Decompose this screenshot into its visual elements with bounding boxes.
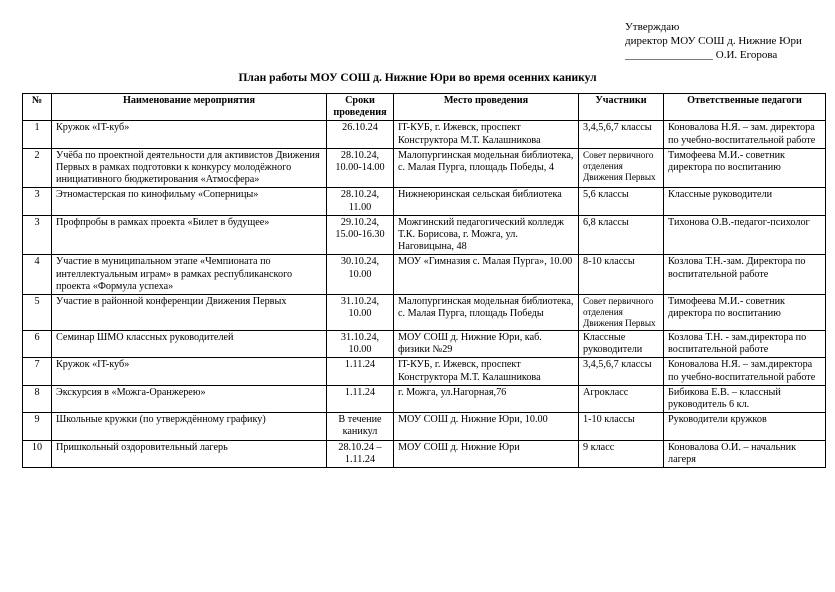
row-num: 3: [23, 215, 52, 255]
table-row: [23, 331, 826, 358]
row-place: IT-КУБ, г. Ижевск, проспект Конструктора М.Т. Калашникова: [394, 358, 579, 385]
table-row: [23, 385, 826, 412]
table-row: [23, 295, 826, 331]
header-responsible: Ответственные педагоги: [664, 94, 826, 121]
row-responsible: Классные руководители: [664, 188, 826, 215]
row-participants: 1-10 классы: [579, 413, 664, 440]
approval-line-signature: ________________ О.И. Егорова: [625, 49, 778, 61]
table-row: [23, 121, 826, 148]
row-responsible: Коновалова Н.Я. – зам.директора по учебно-воспитательной работе: [664, 358, 826, 385]
row-event: Школьные кружки (по утверждённому графику): [52, 413, 327, 440]
row-date: 29.10.24, 15.00-16.30: [327, 215, 394, 255]
row-place: IT-КУБ, г. Ижевск, проспект Конструктора М.Т. Калашникова: [394, 121, 579, 148]
row-place: Нижнеюринская сельская библиотека: [394, 188, 579, 215]
row-date: В течение каникул: [327, 413, 394, 440]
row-responsible: Руководители кружков: [664, 413, 826, 440]
row-num: 8: [23, 385, 52, 412]
header-num: №: [23, 94, 52, 121]
row-participants: Классные руководители: [579, 331, 664, 358]
row-participants: 3,4,5,6,7 классы: [579, 121, 664, 148]
row-participants: 8-10 классы: [579, 255, 664, 295]
approval-block: [625, 20, 802, 62]
row-num: 1: [23, 121, 52, 148]
row-num: 5: [23, 295, 52, 331]
row-num: 3: [23, 188, 52, 215]
row-participants: Агрокласс: [579, 385, 664, 412]
row-place: МОУ СОШ д. Нижние Юри, 10.00: [394, 413, 579, 440]
row-date: 28.10.24 – 1.11.24: [327, 440, 394, 467]
row-event: Пришкольный оздоровительный лагерь: [52, 440, 327, 467]
row-participants: 6,8 классы: [579, 215, 664, 255]
row-date: 1.11.24: [327, 385, 394, 412]
row-event: Экскурсия в «Можга-Оранжерею»: [52, 385, 327, 412]
table-row: [23, 188, 826, 215]
row-event: Профпробы в рамках проекта «Билет в будущее»: [52, 215, 327, 255]
table-row: [23, 255, 826, 295]
page-title: План работы МОУ СОШ д. Нижние Юри во время осенних каникул: [238, 72, 597, 84]
row-place: МОУ «Гимназия с. Малая Пурга», 10.00: [394, 255, 579, 295]
table-row: [23, 215, 826, 255]
table-header-row: [23, 94, 826, 121]
row-event: Кружок «IT-куб»: [52, 358, 327, 385]
table-row: [23, 413, 826, 440]
row-responsible: Бибикова Е.В. – классный руководитель 6 кл.: [664, 385, 826, 412]
row-participants: 3,4,5,6,7 классы: [579, 358, 664, 385]
row-event: Участие в районной конференции Движения Первых: [52, 295, 327, 331]
row-responsible: Козлова Т.Н.-зам. Директора по воспитательной работе: [664, 255, 826, 295]
row-responsible: Коновалова О.И. – начальник лагеря: [664, 440, 826, 467]
plan-table: [22, 93, 826, 468]
row-event: Кружок «IT-куб»: [52, 121, 327, 148]
row-place: Можгинский педагогический колледж Т.К. Борисова, г. Можга, ул. Наговицына, 48: [394, 215, 579, 255]
row-place: Малопургинская модельная библиотека, с. Малая Пурга, площадь Победы, 4: [394, 148, 579, 188]
row-event: Учёба по проектной деятельности для активистов Движения Первых в рамках подготовки к конкурсу молодёжного инициативного бюджетирования «Атмосфера»: [52, 148, 327, 188]
row-place: Малопургинская модельная библиотека, с. Малая Пурга, площадь Победы: [394, 295, 579, 331]
row-date: 30.10.24, 10.00: [327, 255, 394, 295]
row-responsible: Тихонова О.В.-педагог-психолог: [664, 215, 826, 255]
row-num: 6: [23, 331, 52, 358]
row-participants: 5,6 классы: [579, 188, 664, 215]
header-date: Сроки проведения: [327, 94, 394, 121]
table-row: [23, 358, 826, 385]
row-num: 2: [23, 148, 52, 188]
header-event: Наименование мероприятия: [52, 94, 327, 121]
row-place: МОУ СОШ д. Нижние Юри: [394, 440, 579, 467]
row-date: 31.10.24, 10.00: [327, 331, 394, 358]
approval-line-director: директор МОУ СОШ д. Нижние Юри: [625, 35, 802, 47]
row-date: 1.11.24: [327, 358, 394, 385]
row-event: Участие в муниципальном этапе «Чемпионата по интеллектуальным играм» в рамках республиканского проекта «Формула успеха»: [52, 255, 327, 295]
row-participants: Совет первичного отделения Движения Первых: [579, 148, 664, 188]
row-place: г. Можга, ул.Нагорная,76: [394, 385, 579, 412]
row-responsible: Тимофеева М.И.- советник директора по воспитанию: [664, 295, 826, 331]
row-responsible: Тимофеева М.И.- советник директора по воспитанию: [664, 148, 826, 188]
row-date: 28.10.24, 10.00-14.00: [327, 148, 394, 188]
row-date: 28.10.24, 11.00: [327, 188, 394, 215]
header-place: Место проведения: [394, 94, 579, 121]
row-num: 9: [23, 413, 52, 440]
row-event: Семинар ШМО классных руководителей: [52, 331, 327, 358]
row-date: 26.10.24: [327, 121, 394, 148]
row-num: 4: [23, 255, 52, 295]
row-responsible: Коновалова Н.Я. – зам. директора по учебно-воспитательной работе: [664, 121, 826, 148]
row-date: 31.10.24, 10.00: [327, 295, 394, 331]
header-participants: Участники: [579, 94, 664, 121]
row-participants: Совет первичного отделения Движения Первых: [579, 295, 664, 331]
row-participants: 9 класс: [579, 440, 664, 467]
row-event: Этномастерская по кинофильму «Соперницы»: [52, 188, 327, 215]
row-responsible: Козлова Т.Н. - зам.директора по воспитательной работе: [664, 331, 826, 358]
row-place: МОУ СОШ д. Нижние Юри, каб. физики №29: [394, 331, 579, 358]
approval-line-approve: Утверждаю: [625, 21, 680, 33]
table-row: [23, 440, 826, 467]
row-num: 10: [23, 440, 52, 467]
table-row: [23, 148, 826, 188]
row-num: 7: [23, 358, 52, 385]
